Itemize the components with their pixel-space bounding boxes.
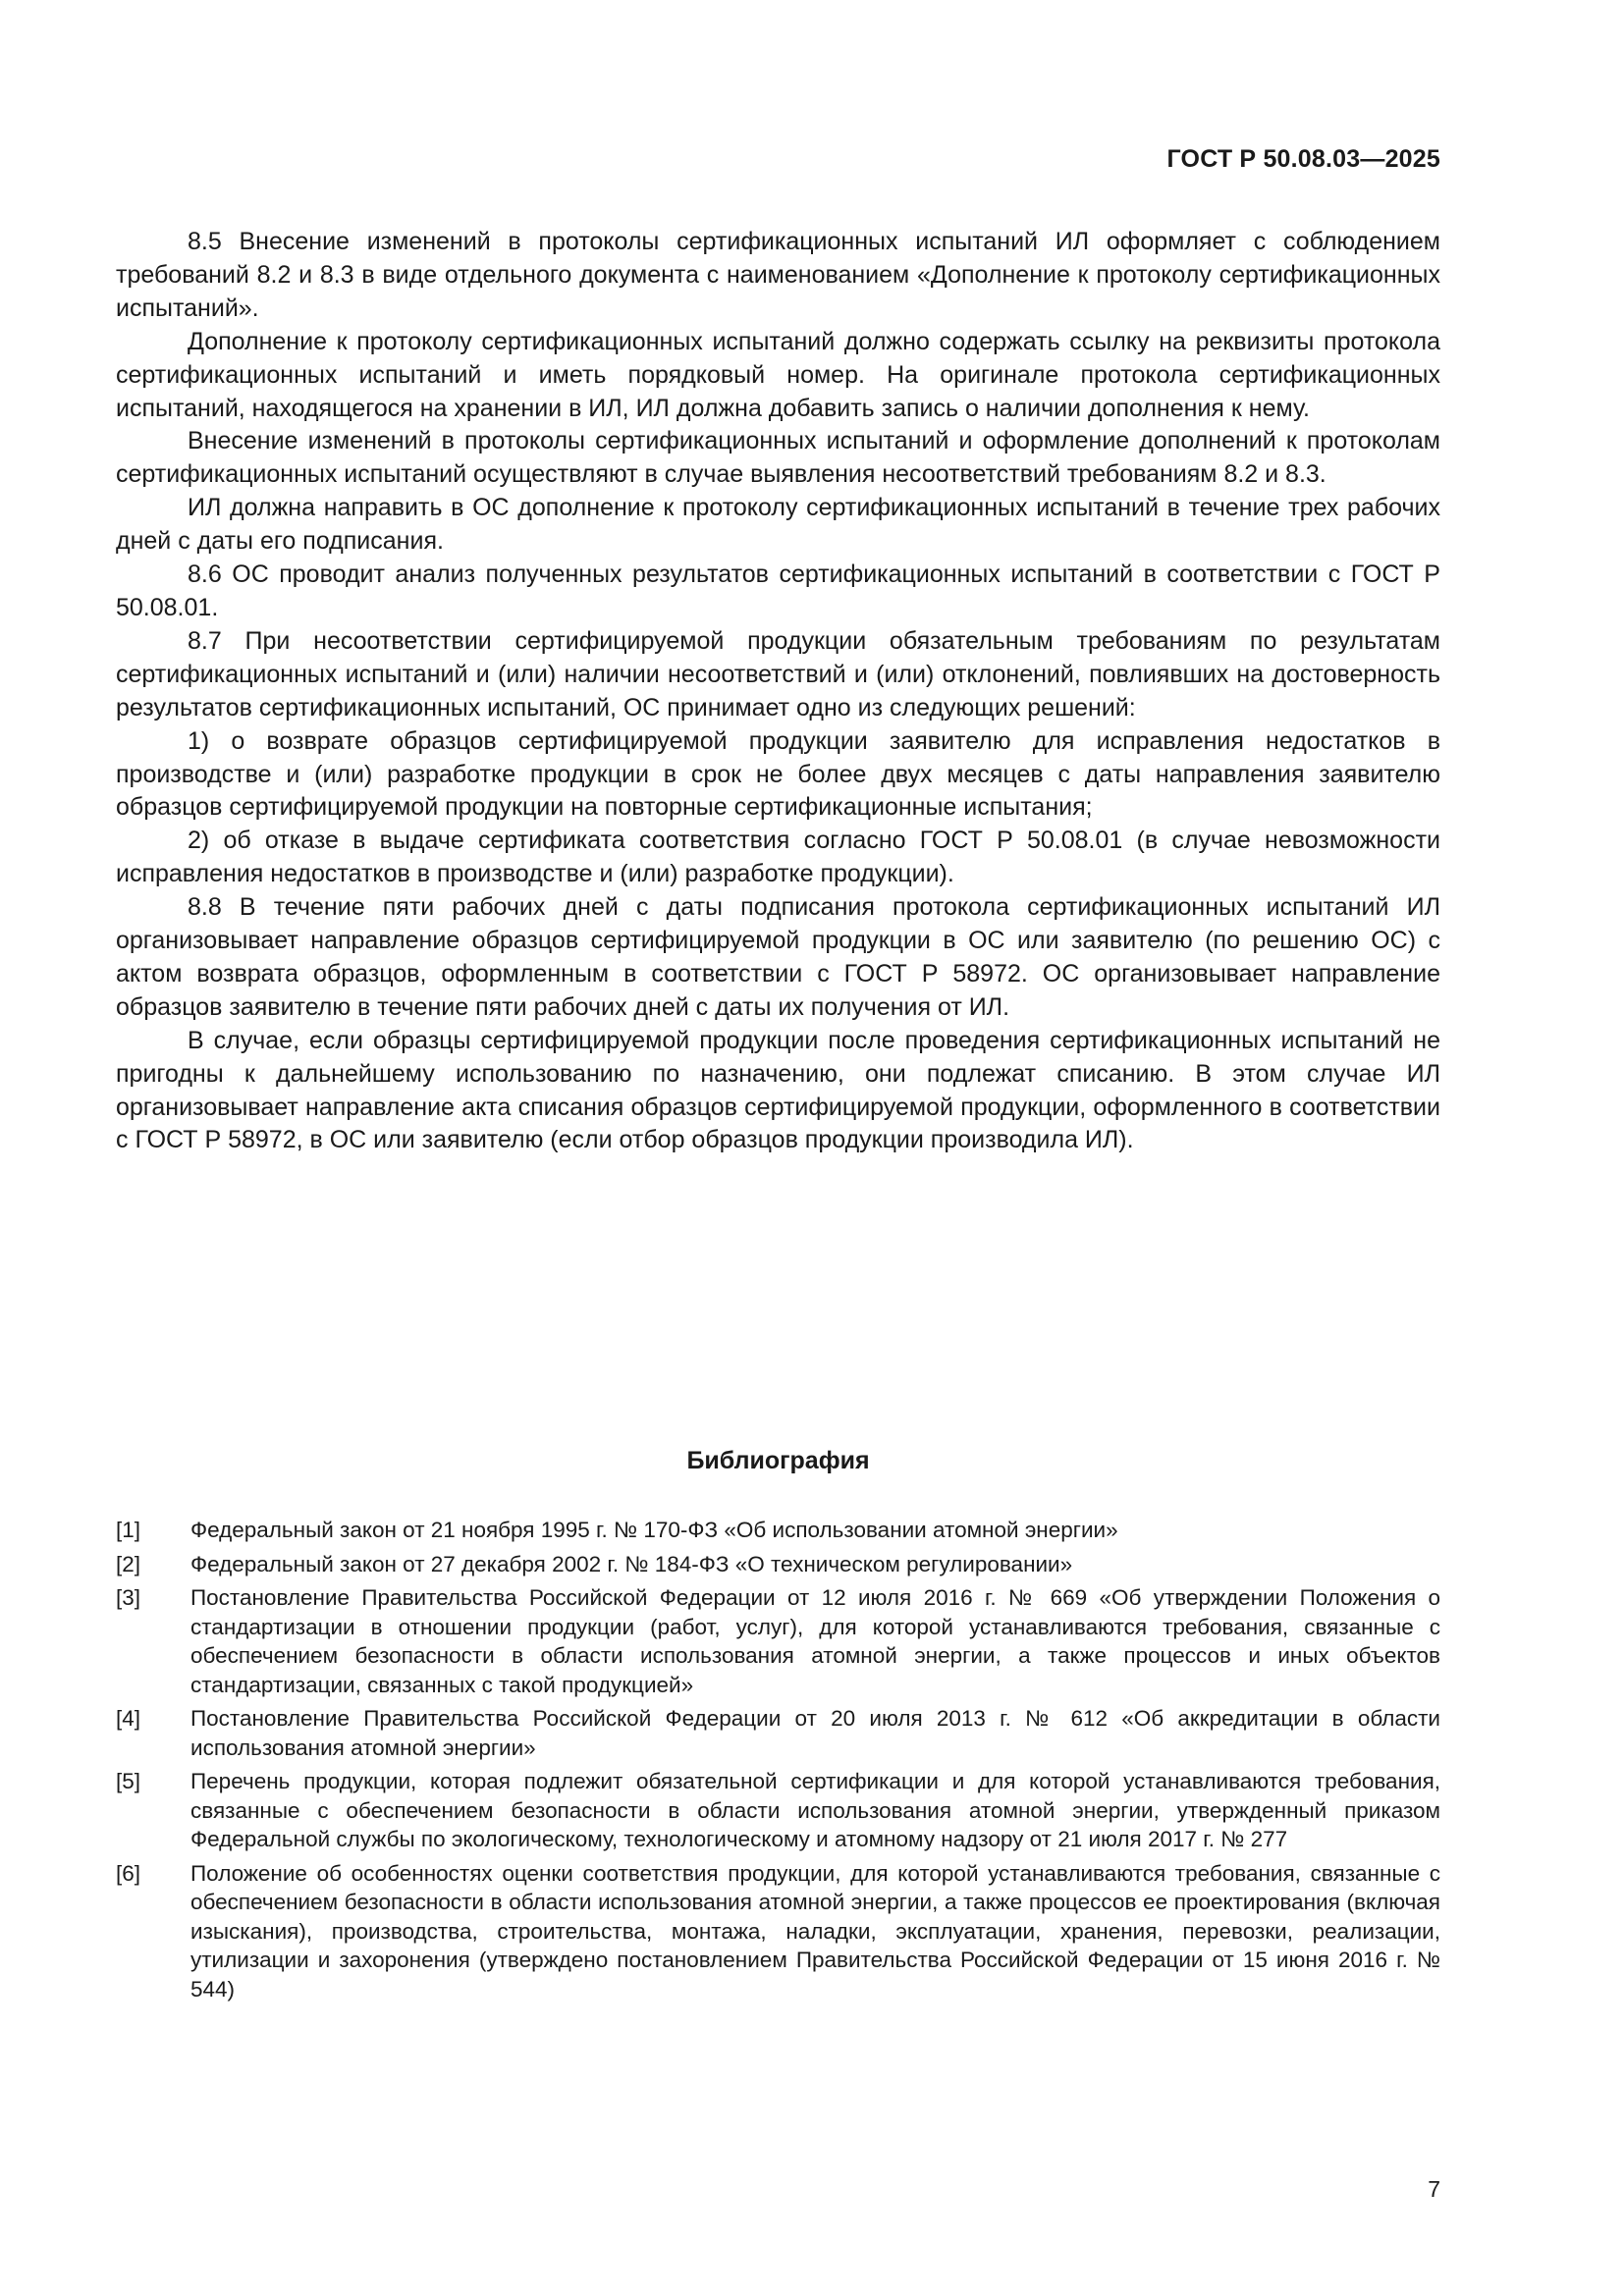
bibliography-entry — [116, 1859, 1440, 2004]
bibliography-entry — [116, 1516, 1440, 1545]
paragraph: 8.7 При несоответствии сертифицируемой продукции обязательным требованиям по результатам сертификационных испытаний и (или) наличии несоответствий и (или) отклонений, повлиявших на достоверность результатов сертификационных испытаний, ОС принимает одно из следующих решений: — [116, 626, 1440, 721]
bibliography-entry-text: Положение об особенностях оценки соответствия продукции, для которой устанавливаются требования, связанные с обеспечением безопасности в области использования атомной энергии, а также процессов ее проектирования (включая изыскания), производства, строительства, монтажа, наладки, эксплуатации, хранения, перевозки, реализации, утилизации и захоронения (утверждено постановлением Правительства Российской Федерации от 15 июня 2016 г. № 544) — [190, 1860, 1440, 2002]
bibliography-entry-number: [2] — [116, 1551, 141, 1576]
paragraph: Внесение изменений в протоколы сертификационных испытаний и оформление дополнений к протоколам сертификационных испытаний осуществляют в случае выявления несоответствий требованиям 8.2 и 8.3. — [116, 427, 1440, 489]
bibliography-entry-text: Федеральный закон от 27 декабря 2002 г. № 184-ФЗ «О техническом регулировании» — [190, 1551, 1073, 1576]
list-item: 2) об отказе в выдаче сертификата соответствия согласно ГОСТ Р 50.08.01 (в случае невозможности исправления недостатков в производстве и (или) разработке продукции). — [116, 827, 1440, 888]
document-code-header: ГОСТ Р 50.08.03—2025 — [1166, 145, 1440, 173]
bibliography-entry-number: [3] — [116, 1585, 141, 1610]
paragraph: ИЛ должна направить в ОС дополнение к протоколу сертификационных испытаний в течение трех рабочих дней с даты его подписания. — [116, 494, 1440, 556]
bibliography-entry-text: Постановление Правительства Российской Федерации от 20 июля 2013 г. № 612 «Об аккредитации в области использования атомной энергии» — [190, 1706, 1440, 1760]
paragraph: 8.5 Внесение изменений в протоколы сертификационных испытаний ИЛ оформляет с соблюдением требований 8.2 и 8.3 в виде отдельного документа с наименованием «Дополнение к протоколу сертификационных испытаний». — [116, 228, 1440, 322]
bibliography-entry-number: [1] — [116, 1518, 141, 1542]
paragraph: 8.6 ОС проводит анализ полученных результатов сертификационных испытаний в соответствии с ГОСТ Р 50.08.01. — [116, 561, 1440, 621]
bibliography-entry-text: Перечень продукции, которая подлежит обязательной сертификации и для которой устанавливаются требования, связанные с обеспечением безопасности в области использования атомной энергии, утвержденный приказом Федеральной службы по экологическому, технологическому и атомному надзору от 21 июля 2017 г. № 277 — [190, 1769, 1440, 1851]
bibliography-entry — [116, 1767, 1440, 1854]
section-8-body — [116, 226, 1440, 1157]
bibliography-entry-number: [6] — [116, 1860, 141, 1886]
list-item: 1) о возврате образцов сертифицируемой продукции заявителю для исправления недостатков в производстве и (или) разработке продукции в срок не более двух месяцев с даты направления заявителю образцов сертифицируемой продукции на повторные сертификационные испытания; — [116, 726, 1440, 822]
paragraph: 8.8 В течение пяти рабочих дней с даты подписания протокола сертификационных испытаний ИЛ организовывает направление образцов сертифицируемой продукции в ОС или заявителю (по решению ОС) с актом возврата образцов, оформленным в соответствии с ГОСТ Р 58972. ОС организовывает направление образцов заявителю в течение пяти рабочих дней с даты их получения от ИЛ. — [116, 893, 1440, 1021]
paragraph: Дополнение к протоколу сертификационных испытаний должно содержать ссылку на реквизиты протокола сертификационных испытаний и иметь порядковый номер. На оригинале протокола сертификационных испытаний, находящегося на хранении в ИЛ, ИЛ должна добавить запись о наличии дополнения к нему. — [116, 327, 1440, 422]
bibliography-entry — [116, 1583, 1440, 1699]
bibliography-entry-text: Федеральный закон от 21 ноября 1995 г. № 170-ФЗ «Об использовании атомной энергии» — [190, 1518, 1118, 1542]
bibliography-entry-number: [5] — [116, 1769, 141, 1793]
bibliography-entry — [116, 1550, 1440, 1579]
bibliography-entry-text: Постановление Правительства Российской Федерации от 12 июля 2016 г. № 669 «Об утверждении Положения о стандартизации в отношении продукции (работ, услуг), для которой устанавливаются требования, связанные с обеспечением безопасности в области использования атомной энергии, а также процессов и иных объектов стандартизации, связанных с такой продукцией» — [190, 1585, 1440, 1697]
bibliography-entry — [116, 1704, 1440, 1762]
page-number: 7 — [1428, 2176, 1440, 2202]
bibliography-title: Библиография — [686, 1447, 870, 1474]
bibliography-entry-number: [4] — [116, 1706, 141, 1731]
bibliography-list — [116, 1516, 1440, 2008]
paragraph: В случае, если образцы сертифицируемой продукции после проведения сертификационных испытаний не пригодны к дальнейшему использованию по назначению, они подлежат списанию. В этом случае ИЛ организовывает направление акта списания образцов сертифицируемой продукции, оформленного в соответствии с ГОСТ Р 58972, в ОС или заявителю (если отбор образцов продукции производила ИЛ). — [116, 1026, 1440, 1154]
